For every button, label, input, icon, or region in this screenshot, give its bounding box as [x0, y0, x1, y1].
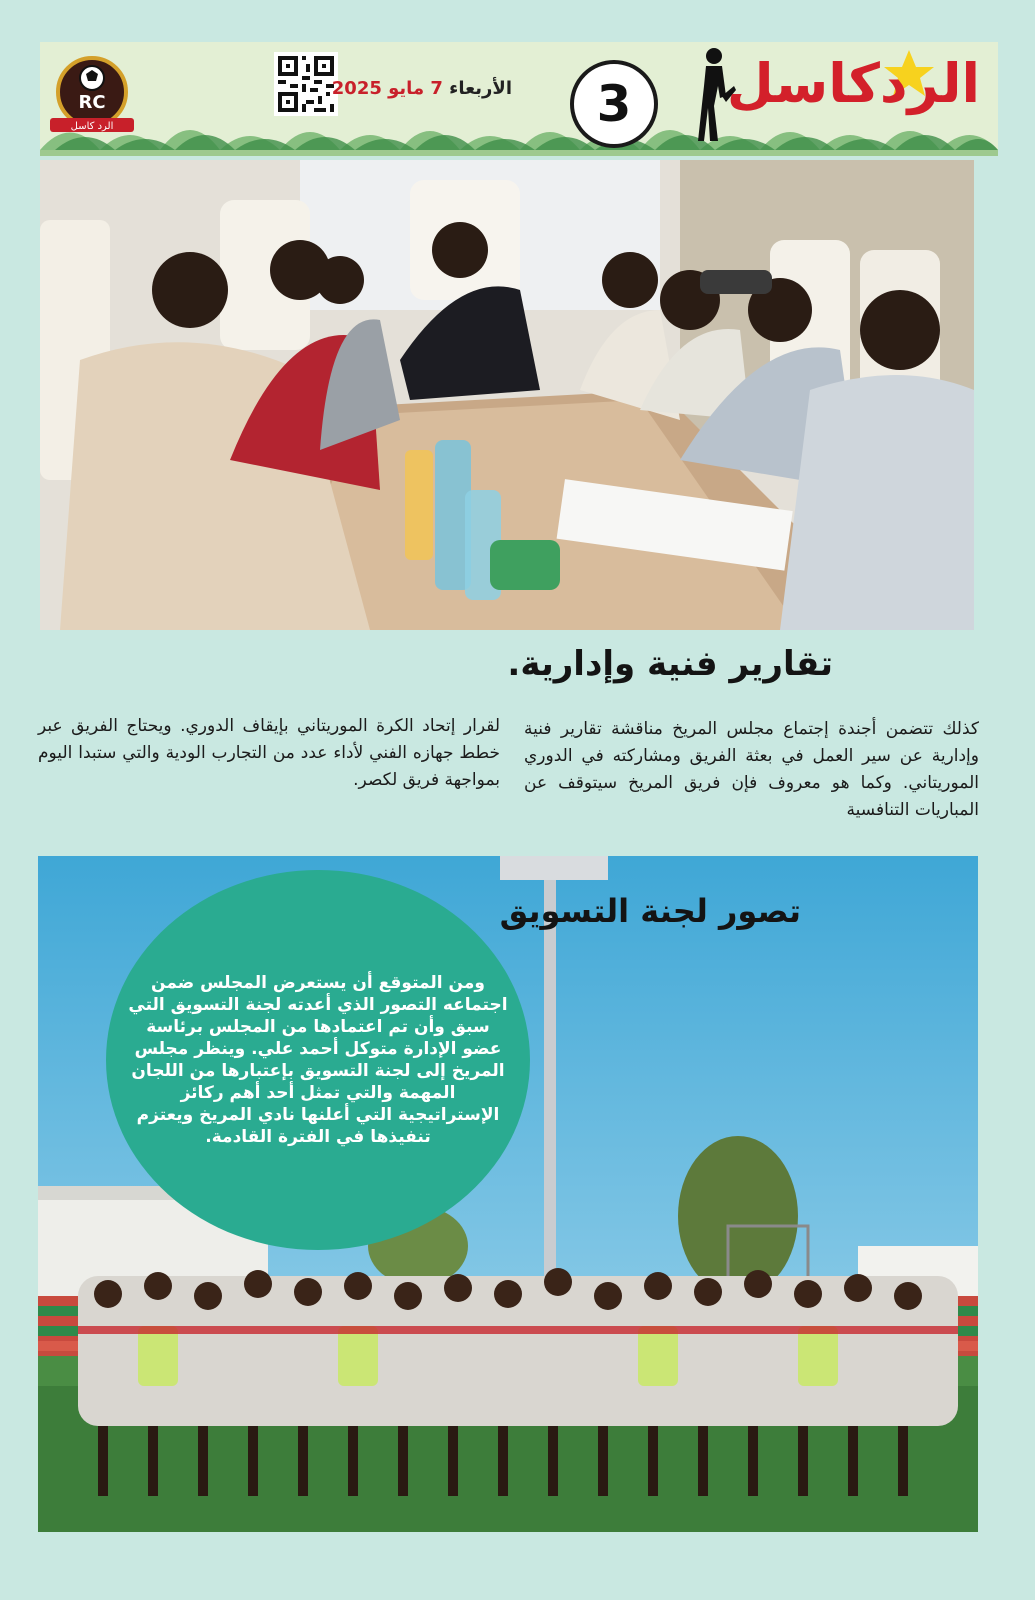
meeting-photo: [40, 160, 974, 630]
masthead-logo: [668, 42, 998, 150]
club-logo-caption: الرد كاسل: [70, 121, 114, 132]
article2-headline: تصور لجنة التسويق: [499, 892, 801, 930]
masthead-title: الردكاسل: [726, 52, 980, 115]
club-logo-initials: RC: [78, 92, 106, 113]
page-number-badge: 3: [570, 60, 658, 148]
article2-text-bubble: [106, 870, 530, 1250]
article1-paragraph-left: لقرار إتحاد الكرة الموريتاني بإيقاف الدوري. ويحتاج الفريق عبر خطط جهازه الفني لأداء عدد من التجارب الودية والتي ستبدا اليوم بمواجهة فريق لكصر.: [38, 716, 500, 790]
qr-code[interactable]: [274, 52, 338, 116]
issue-date: [332, 78, 512, 99]
issue-date-rest: 7 مايو 2025: [331, 78, 443, 99]
club-logo: [44, 52, 140, 136]
article1-headline: تقارير فنية وإدارية.: [507, 644, 833, 684]
article1-paragraph-right: كذلك تتضمن أجندة إجتماع مجلس المريخ مناقشة تقارير فنية وإدارية عن سير العمل في بعثة الفريق ومشاركته في الدوري الموريتاني. وكما هو معروف فإن فريق المريخ سيتوقف عن المباريات التنافسية: [524, 719, 979, 820]
article2-bubble-text: ومن المتوقع أن يستعرض المجلس ضمن اجتماعه التصور الذي أعدته لجنة التسويق التي سبق وأن تم اعتمادها من المجلس برئاسة عضو الإدارة متوكل أحمد علي. وينظر مجلس المريخ إلى لجنة التسويق بإعتبارها من اللجان المهمة والتي تمثل أحد أهم ركائز الإستراتيجية التي أعلنها نادي المريخ ويعتزم تنفيذها في الفترة القادمة.: [128, 973, 508, 1147]
issue-day: الأربعاء: [449, 78, 512, 99]
masthead-header: [40, 42, 998, 156]
